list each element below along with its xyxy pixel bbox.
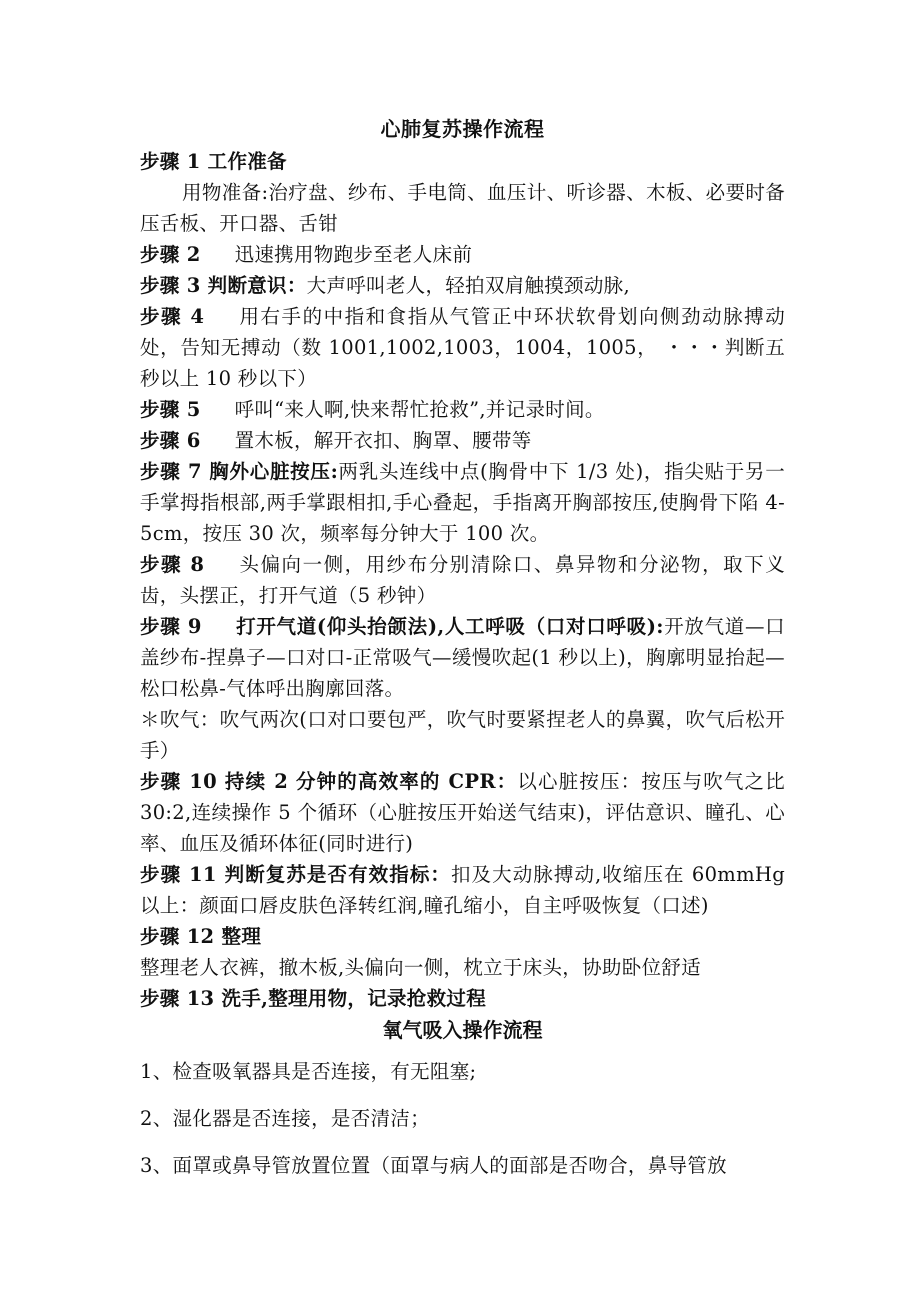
step-6-label: 步骤 6 (140, 429, 201, 452)
step-7-content: 两乳头连线中点(胸骨中下 1/3 处)，指尖贴于另一手掌拇指根部,两手掌跟相扣,手心叠起，手指离开胸部按压,使胸骨下陷 4-5cm，按压 30 次，频率每分钟大于 100 次。 (140, 460, 786, 545)
step-1-heading (140, 146, 785, 177)
step-4 (140, 301, 785, 394)
step-12-content: 整理老人衣裤，撤木板,头偏向一侧，枕立于床头，协助卧位舒适 (140, 956, 701, 979)
oxygen-item-1: 1、检查吸氧器具是否连接，有无阻塞; (140, 1060, 477, 1083)
step-3-content: 大声呼叫老人，轻拍双肩触摸颈动脉, (306, 274, 630, 297)
step-3-label: 步骤 3 判断意识： (140, 274, 307, 297)
step-5 (140, 394, 785, 425)
step-2 (140, 239, 785, 270)
step-8 (140, 549, 785, 611)
step-9-label: 步骤 9 (140, 615, 202, 638)
step-5-content: 呼叫“来人啊,快来帮忙抢救”,并记录时间。 (234, 398, 605, 421)
oxygen-title: 氧气吸入操作流程 (382, 1018, 543, 1042)
step-8-label: 步骤 8 (140, 553, 205, 576)
step-6-content: 置木板，解开衣扣、胸罩、腰带等 (234, 429, 532, 452)
step-10 (140, 766, 785, 859)
step-2-content: 迅速携用物跑步至老人床前 (234, 243, 473, 266)
step-1-body (140, 177, 785, 239)
step-6 (140, 425, 785, 456)
step-11-content: 扣及大动脉搏动,收缩压在 60mmHg 以上：颜面口唇皮肤色泽转红润,瞳孔缩小，自主呼吸恢复（口述) (140, 863, 785, 917)
step-10-label: 步骤 10 持续 2 分钟的高效率的 CPR： (140, 770, 518, 793)
step-7-label: 步骤 7 胸外心脏按压: (140, 460, 339, 483)
oxygen-item-3: 3、面罩或鼻导管放置位置（面罩与病人的面部是否吻合，鼻导管放 (140, 1154, 727, 1177)
step-11-label: 步骤 11 判断复苏是否有效指标： (140, 863, 451, 886)
step-8-content: 头偏向一侧，用纱布分别清除口、鼻异物和分泌物，取下义齿，头摆正，打开气道（5 秒钟） (140, 553, 785, 607)
cpr-title: 心肺复苏操作流程 (380, 117, 545, 141)
step-1-label: 步骤 1 工作准备 (140, 150, 287, 173)
step-4-label: 步骤 4 (140, 305, 205, 328)
step-13 (140, 983, 785, 1014)
step-9 (140, 611, 785, 704)
step-1-content: 用物准备:治疗盘、纱布、手电筒、血压计、听诊器、木板、必要时备压舌板、开口器、舌钳 (140, 181, 785, 235)
step-3 (140, 270, 785, 301)
step-4-content: 用右手的中指和食指从气管正中环状软骨划向侧劲动脉搏动处，告知无搏动（数 1001,1002,1003，1004，1005， ・・・判断五秒以上 10 秒以下） (140, 305, 785, 390)
oxygen-item-2: 2、湿化器是否连接，是否清洁； (140, 1107, 430, 1130)
step-13-label: 步骤 13 洗手,整理用物，记录抢救过程 (140, 987, 487, 1010)
step-12-body (140, 952, 785, 983)
step-7 (140, 456, 785, 549)
step-9-note-content: ＊吹气：吹气两次(口对口要包严，吹气时要紧捏老人的鼻翼，吹气后松开手） (140, 708, 785, 762)
step-2-label: 步骤 2 (140, 243, 201, 266)
step-10-content: 以心脏按压：按压与吹气之比 30:2,连续操作 5 个循环（心脏按压开始送气结束)，评估意识、瞳孔、心率、血压及循环体征(同时进行) (140, 770, 786, 855)
document-page (140, 112, 785, 1197)
step-5-label: 步骤 5 (140, 398, 201, 421)
step-9-content: 开放气道—口盖纱布-捏鼻子—口对口-正常吸气—缓慢吹起(1 秒以上)，胸廓明显抬起—松口松鼻-气体呼出胸廓回落。 (140, 615, 785, 700)
step-12-label: 步骤 12 整理 (140, 925, 262, 948)
step-9-bold-content: 打开气道(仰头抬颌法),人工呼吸（口对口呼吸): (235, 615, 664, 638)
step-12-heading (140, 921, 785, 952)
step-11 (140, 859, 785, 921)
step-9-note (140, 704, 785, 766)
